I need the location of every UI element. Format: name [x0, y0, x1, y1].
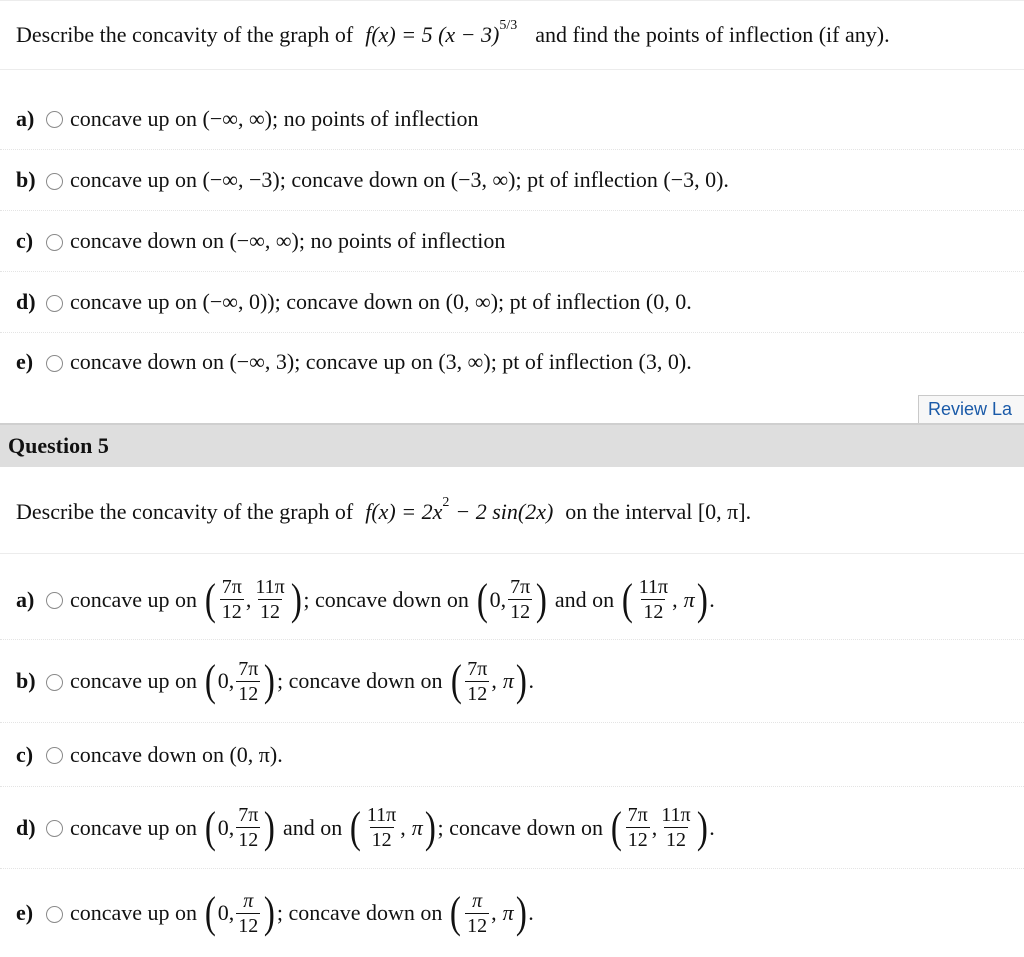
radio-button[interactable]	[46, 674, 63, 691]
fraction: $\frac{11\pi}{12}$	[366, 804, 397, 851]
option-math: concave up on ( 0, $\frac{\pi}{12}$ ) ; concave down on ( $\frac{\pi}{12}$ , π ) .	[70, 888, 534, 937]
radio-button[interactable]	[46, 295, 63, 312]
fraction: $\frac{11\pi}{12}$	[255, 576, 285, 623]
q5-option-e[interactable]	[0, 869, 1024, 957]
question-header: Question 5	[0, 423, 1024, 467]
radio-button[interactable]	[46, 355, 63, 372]
radio-button[interactable]	[46, 592, 63, 609]
option-math: concave up on ( 0, $\frac{7\pi}{12}$ ) ; concave down on ( $\frac{7\pi}{12}$ , π ) .	[70, 656, 534, 705]
option-text: concave down on (−∞, ∞); no points of inflection	[70, 228, 506, 253]
option-text: concave up on	[70, 586, 198, 612]
option-letter: c)	[16, 228, 34, 253]
option-text: and on	[554, 586, 615, 612]
fraction: $\frac{\pi}{12}$	[467, 889, 488, 937]
q5-option-c[interactable]	[0, 723, 1024, 787]
q5-prompt	[0, 470, 1024, 554]
option-text: concave up on (−∞, −3); concave down on (−3, ∞); pt of inflection (−3, 0).	[70, 167, 729, 192]
option-letter: b)	[16, 668, 36, 693]
fraction: $\frac{11\pi}{12}$	[638, 576, 669, 623]
option-letter: d)	[16, 814, 36, 840]
option-text: concave up on	[70, 668, 198, 693]
q4-option-b[interactable]	[0, 150, 1024, 211]
review-button[interactable]: Review La	[918, 395, 1024, 424]
radio-button[interactable]	[46, 906, 63, 923]
option-letter: a)	[16, 105, 35, 131]
q4-option-a[interactable]	[0, 88, 1024, 150]
option-text: and on	[282, 814, 343, 840]
option-letter: d)	[16, 289, 36, 314]
option-text: concave down on (0, π).	[70, 741, 283, 767]
option-math: concave up on ( $\frac{7\pi}{12}$ , $\frac{11\pi}{12}$ ) ; concave down on ( 0, $\frac{7\pi}{12}$ ) and on ( $\frac{11\pi}{12}$ , π ) .	[70, 574, 715, 624]
q5-option-a[interactable]	[0, 560, 1024, 640]
option-text: concave down on (−∞, 3); concave up on (3, ∞); pt of inflection (3, 0).	[70, 349, 692, 374]
fraction: $\frac{\pi}{12}$	[238, 889, 259, 937]
fraction: $\frac{7\pi}{12}$	[238, 804, 259, 851]
q4-option-d[interactable]	[0, 272, 1024, 333]
option-text: concave up on	[70, 900, 198, 925]
q5-function-exponent: 2	[442, 494, 450, 510]
q4-prompt-pre: Describe the concavity of the graph of	[16, 22, 354, 47]
fraction: $\frac{7\pi}{12}$	[221, 576, 242, 623]
fraction: $\frac{11\pi}{12}$	[661, 804, 691, 851]
radio-button[interactable]	[46, 747, 63, 764]
option-text: ; concave down on	[303, 586, 469, 612]
option-letter: a)	[16, 586, 35, 612]
q4-option-e[interactable]	[0, 333, 1024, 391]
fraction: $\frac{7\pi}{12}$	[510, 576, 531, 623]
option-text: concave up on (−∞, ∞); no points of inflection	[70, 105, 479, 131]
option-text: ; concave down on	[276, 668, 443, 693]
option-text: concave up on (−∞, 0)); concave down on (0, ∞); pt of inflection (0, 0.	[70, 289, 692, 314]
q5-function-b: − 2 sin(2x)	[455, 498, 554, 524]
fraction: $\frac{7\pi}{12}$	[238, 657, 259, 705]
option-letter: b)	[16, 167, 36, 192]
fraction: $\frac{7\pi}{12}$	[467, 657, 488, 705]
option-text: ; concave down on	[276, 900, 443, 925]
q4-function: f(x) = 5 (x − 3)	[365, 22, 500, 47]
q4-option-c[interactable]	[0, 211, 1024, 272]
fraction: $\frac{7\pi}{12}$	[627, 804, 648, 851]
q5-option-d[interactable]	[0, 787, 1024, 869]
q4-function-exponent: 5/3	[499, 18, 518, 33]
q5-prompt-pre: Describe the concavity of the graph of	[16, 498, 354, 524]
radio-button[interactable]	[46, 234, 63, 251]
option-text: concave up on	[70, 814, 198, 840]
q5-prompt-post: on the interval [0, π].	[565, 498, 752, 524]
q4-prompt	[0, 0, 1024, 70]
option-letter: e)	[16, 900, 34, 925]
option-text: ; concave down on	[437, 814, 604, 840]
q5-option-b[interactable]	[0, 640, 1024, 723]
option-math: concave up on ( 0, $\frac{7\pi}{12}$ ) and on ( $\frac{11\pi}{12}$ , π ) ; concave down on ( $\frac{7\pi}{12}$ , $\frac{11\pi}{12}$ ) .	[70, 802, 715, 852]
option-letter: e)	[16, 349, 34, 374]
radio-button[interactable]	[46, 820, 63, 837]
q5-function-a: f(x) = 2x	[365, 498, 443, 524]
q4-prompt-post: and find the points of inflection (if any).	[535, 22, 890, 47]
radio-button[interactable]	[46, 173, 63, 190]
radio-button[interactable]	[46, 111, 63, 128]
option-letter: c)	[16, 741, 34, 767]
